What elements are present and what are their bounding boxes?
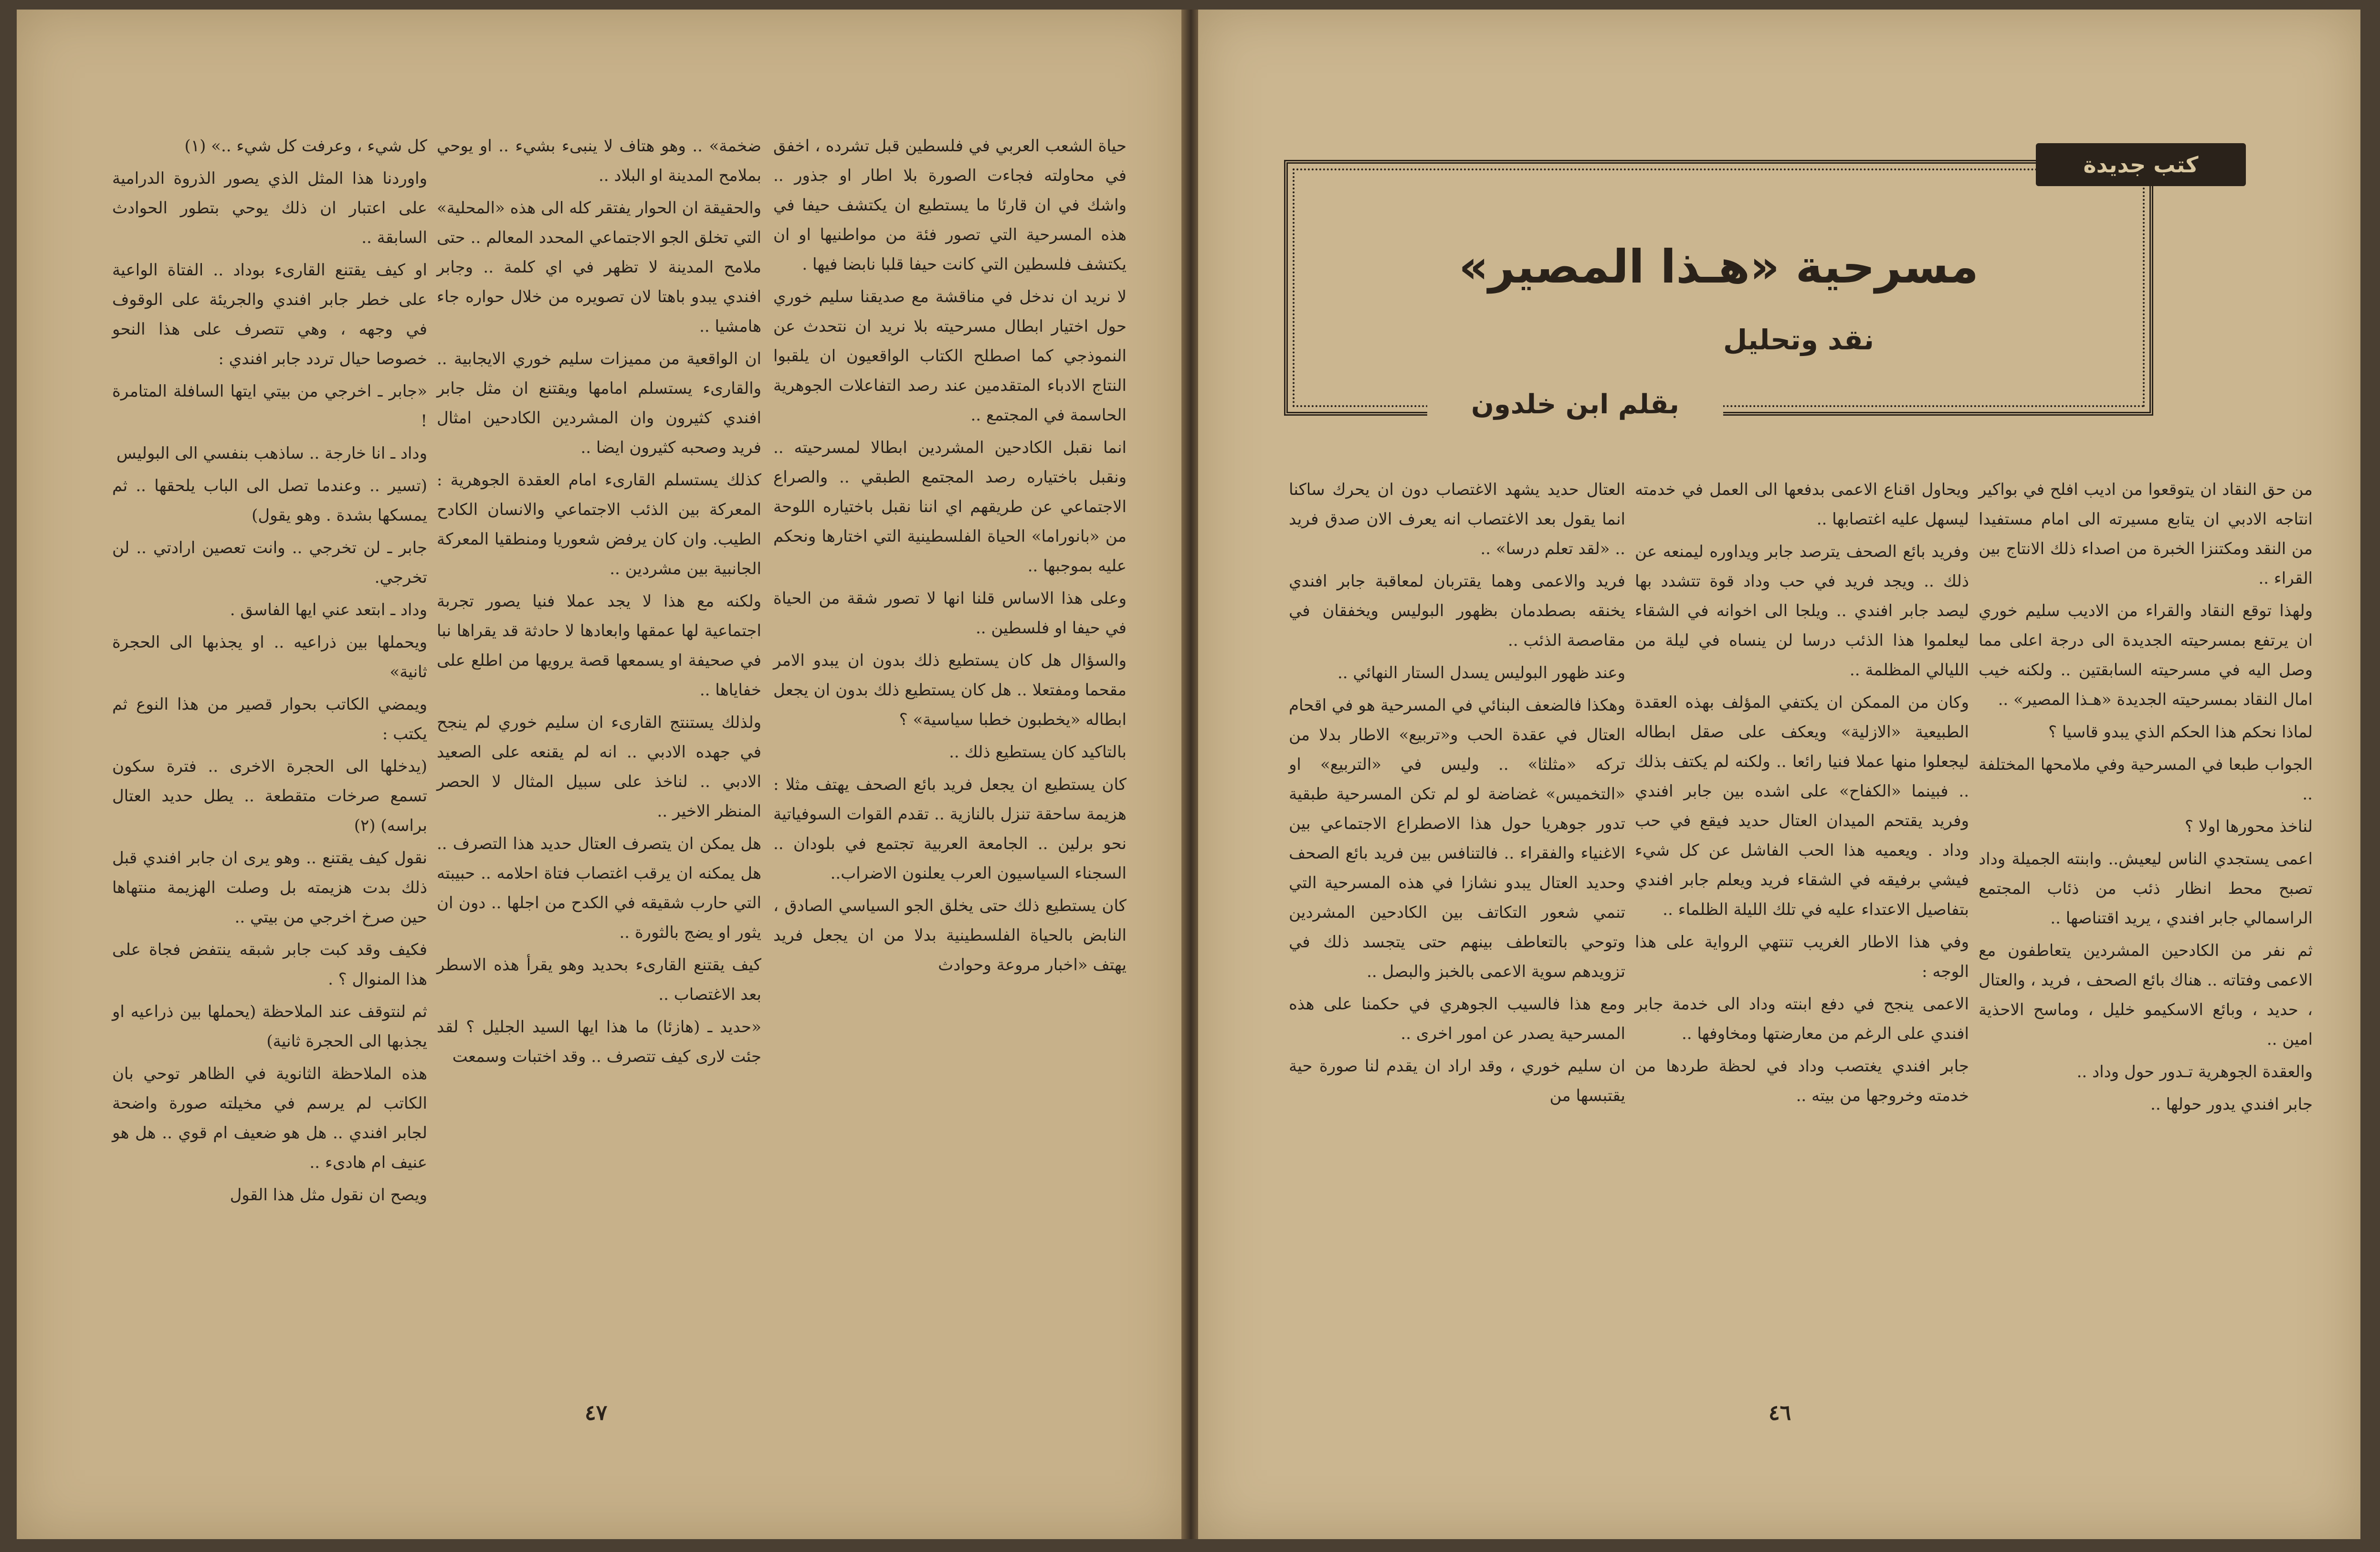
paragraph: ان سليم خوري ، وقد اراد ان يقدم لنا صورة حية يقتبسها من bbox=[1289, 1057, 1625, 1105]
paragraph: جابر افندي يدور حولها .. bbox=[2150, 1095, 2313, 1114]
paragraph: ثم نفر من الكادحين المشردين يتعاطفون مع الاعمى وفتاته .. هناك بائع الصحف ، فريد ، والعتال ، حديد ، وبائع الاسكيمو خليل ، وماسح الاحذية امين .. bbox=[1979, 941, 2313, 1049]
paragraph: ويحملها بين ذراعيه .. او يجذبها الى الحجرة ثانية» bbox=[112, 633, 427, 682]
paragraph: الجواب طبعا في المسرحية وفي ملامحها المختلفة .. bbox=[1979, 755, 2313, 804]
page-number: ٤٧ bbox=[585, 1401, 608, 1425]
paragraph: بالتاكيد كان يستطيع ذلك .. bbox=[949, 743, 1127, 762]
paragraph: هل يمكن ان يتصرف العتال حديد هذا التصرف .. هل يمكنه ان يرقب اغتصاب فتاة احلامه .. حبيبته التي حارب شقيقه في الكدح من اجلها .. دون ان يثور او يضج بالثورة .. bbox=[437, 834, 761, 942]
article-subtitle: نقد وتحليل bbox=[1723, 324, 1874, 356]
paragraph: وفريد بائع الصحف يترصد جابر ويداوره ليمنعه عن ذلك .. ويجد فريد في حب وداد قوة تتشدد بها ليصد جابر افندي .. ويلجا الى اخوانه في الشقاء ليعلموا هذا الذئب درسا لن ينساه في ليلة من الليالي المظلمة .. bbox=[1635, 542, 1969, 680]
paragraph: كان يستطيع ذلك حتى يخلق الجو السياسي الصادق ، النابض بالحياة الفلسطينية بدلا من ان يجعل فريد يهتف «اخبار مروعة وحوادث bbox=[773, 896, 1127, 975]
paragraph: لماذا نحكم هذا الحكم الذي يبدو قاسيا ؟ bbox=[2048, 723, 2313, 742]
paragraph: ان الواقعية من مميزات سليم خوري الايجابية .. والقارىء يستسلم امامها ويقتنع ان مثل جابر افندي كثيرون وان المشردين الكادحين امثال فريد وصحبه كثيرون ايضا .. bbox=[437, 349, 761, 457]
paragraph: والعقدة الجوهرية تـدور حول وداد .. bbox=[2076, 1062, 2313, 1081]
paragraph: ويحاول اقناع الاعمى بدفعها الى العمل في خدمته ليسهل عليه اغتصابها .. bbox=[1635, 480, 1969, 529]
paragraph: كل شيء ، وعرفت كل شيء ..» (١) bbox=[184, 136, 427, 156]
paragraph: وعند ظهور البوليس يسدل الستار النهائي .. bbox=[1337, 663, 1625, 682]
paragraph: والسؤال هل كان يستطيع ذلك بدون ان يبدو الامر مقحما ومفتعلا .. هل كان يستطيع ذلك بدون ان يجعل ابطاله «يخطبون خطبا سياسية» ؟ bbox=[773, 651, 1127, 729]
spine-gutter bbox=[1181, 10, 1201, 1539]
paragraph: واوردنا هذا المثل الذي يصور الذروة الدرامية على اعتبار ان ذلك يوحي بتطور الحوادث السابقة .. bbox=[112, 169, 427, 247]
paragraph: حياة الشعب العربي في فلسطين قبل تشرده ، اخفق في محاولته فجاءت الصورة بلا اطار او جذور .. واشك في ان قارئا ما يستطيع ان يكتشف حيفا في هذه المسرحية التي تصور فئة من مواطنيها او ان يكتشف فلسطين التي كانت حيفا قلبا نابضا فيها . bbox=[773, 136, 1127, 274]
paragraph: (يدخلها الى الحجرة الاخرى .. فترة سكون تسمع صرخات متقطعة .. يطل حديد العتال براسه) (٢) bbox=[112, 757, 427, 835]
paragraph: جابر افندي يغتصب وداد في لحظة طردها من خدمته وخروجها من بيته .. bbox=[1635, 1057, 1969, 1105]
paragraph: فكيف وقد كبت جابر شبقه ينتفض فجاة على هذا المنوال ؟ . bbox=[112, 940, 427, 989]
paragraph: هذه الملاحظة الثانوية في الظاهر توحي بان الكاتب لم يرسم في مخيلته صورة واضحة لجابر افندي .. هل هو ضعيف ام قوي .. هل هو عنيف ام هادىء .. bbox=[112, 1064, 427, 1172]
paragraph: وكان من الممكن ان يكتفي المؤلف بهذه العقدة الطبيعية «الازلية» ويعكف على صقل ابطاله ليجعلوا منها عملا فنيا رائعا .. ولكنه لم يكتف بذلك .. فبينما «الكفاح» على اشده بين جابر افندي وفريد يقتحم الميدان العتال حديد فيقع في حب وداد . ويعميه هذا الحب الفاشل عن كل شيء فيشي برفيقه في الشقاء فريد ويعلم جابر افندي بتفاصيل الاعتداء عليه في تلك الليلة الظلماء .. bbox=[1635, 693, 1969, 919]
paragraph: لا نريد ان ندخل في مناقشة مع صديقنا سليم خوري حول اختيار ابطال مسرحيته بلا نريد ان نتحدث عن النموذجي كما اصطلح الكتاب الواقعيون ان يلقبوا النتاج الادباء المتقدمين عند رصد التفاعلات الجوهرية الحاسمة في المجتمع .. bbox=[773, 287, 1127, 425]
paragraph: وداد ـ ابتعد عني ايها الفاسق . bbox=[230, 600, 427, 619]
left-page bbox=[17, 10, 1184, 1539]
paragraph: وداد ـ انا خارجة .. ساذهب بنفسي الى البوليس bbox=[116, 444, 427, 463]
paragraph: كيف يقتنع القارىء بحديد وهو يقرأ هذه الاسطر بعد الاغتصاب .. bbox=[437, 955, 761, 1004]
paragraph: اعمى يستجدي الناس ليعيش.. وابنته الجميلة وداد تصبح محط انظار ذئب من ذئاب المجتمع الراسمالي جابر افندي ، يريد اقتناصها .. bbox=[1979, 849, 2313, 928]
paragraph: الاعمى ينجح في دفع ابنته وداد الى خدمة جابر افندي على الرغم من معارضتها ومخاوفها .. bbox=[1635, 995, 1969, 1043]
article-title: مسرحية «هـذا المصير» bbox=[1459, 240, 1979, 294]
paragraph: او كيف يقتنع القارىء بوداد .. الفتاة الواعية على خطر جابر افندي والجريئة على الوقوف في وجهه ، وهي تتصرف على هذا النحو خصوصا حيال تردد جابر افندي : bbox=[112, 261, 427, 368]
paragraph: لناخذ محورها اولا ؟ bbox=[2185, 817, 2313, 836]
paragraph: جابر ـ لن تخرجي .. وانت تعصين ارادتي .. لن تخرجي. bbox=[112, 538, 427, 587]
section-tag bbox=[2036, 143, 2246, 186]
paragraph: فريد والاعمى وهما يقتربان لمعاقبة جابر افندي يخنقه بصطدمان بظهور البوليس ويخفقان في مقاصصة الذئب .. bbox=[1289, 572, 1625, 650]
paragraph: وهكذا فالضعف البنائي في المسرحية هو في اقحام العتال في عقدة الحب و«تربيع» الاطار بدلا من تركه «مثلثا» .. وليس في «التربيع» او «التخميس» غضاضة لو لم تكن المسرحية طبقية تدور جوهريا حول هذا الاصطراع الاجتماعي بين الاغنياء والفقراء .. فالتنافس بين فريد بائع الصحف وحديد العتال يبدو نشازا في هذه المسرحية التي تنمي شعور التكاتف بين الكادحين المشردين وتوحي بالتعاطف بينهم حتى يتجسد ذلك في تزويدهم سوية الاعمى بالخبز والبصل .. bbox=[1289, 696, 1625, 981]
paragraph: ومع هذا فالسيب الجوهري في حكمنا على هذه المسرحية يصدر عن امور اخرى .. bbox=[1289, 995, 1625, 1043]
right-page-column-3 bbox=[1289, 475, 1625, 1113]
paragraph: ولهذا توقع النقاد والقراء من الاديب سليم خوري ان يرتفع بمسرحيته الجديدة الى درجة اعلى مما وصل اليه في مسرحيته السابقتين .. ولكنه خيب امال النقاد بمسرحيته الجديدة «هـذا المصير» .. bbox=[1979, 601, 2313, 709]
paragraph: ولذلك يستنتج القارىء ان سليم خوري لم ينجح في جهده الادبي .. انه لم يقنعه على الصعيد الادبي .. لناخذ على سبيل المثال لا الحصر المنظر الاخير .. bbox=[437, 713, 761, 821]
paragraph: من حق النقاد ان يتوقعوا من اديب افلح في بواكير انتاجه الادبي ان يتابع مسيرته الى امام مستفيدا من النقد ومكتنزا الخبرة من اصداء ذلك الانتاج بين القراء .. bbox=[1979, 480, 2313, 588]
paragraph: انما نقبل الكادحين المشردين ابطالا لمسرحيته .. ونقبل باختياره رصد المجتمع الطبقي .. والصراع الاجتماعي عن طريقهم اي اننا نقبل باختياره اللوحة من «بانوراما» الحياة الفلسطينية التي اختارها ونحكم عليه بموجبها .. bbox=[773, 438, 1127, 576]
paragraph: ويصح ان نقول مثل هذا القول bbox=[230, 1185, 427, 1205]
left-page-column-1 bbox=[773, 131, 1127, 983]
paragraph: «جابر ـ اخرجي من بيتي ايتها السافلة المتامرة ! bbox=[112, 382, 427, 430]
paragraph: ضخمة» .. وهو هتاف لا ينبىء بشيء .. او يوحي بملامح المدينة او البلاد .. bbox=[437, 136, 761, 185]
paragraph: كذلك يستسلم القارىء امام العقدة الجوهرية : المعركة بين الذئب الاجتماعي والانسان الكادح الطيب. وان كان يرفض شعوريا ومنطقيا المعركة الجانبية بين مشردين .. bbox=[437, 471, 761, 578]
paragraph: ويمضي الكاتب بحوار قصير من هذا النوع ثم يكتب : bbox=[112, 695, 427, 744]
page-number: ٤٦ bbox=[1769, 1401, 1791, 1425]
paragraph: وعلى هذا الاساس قلنا انها لا تصور شقة من الحياة في حيفا او فلسطين .. bbox=[773, 589, 1127, 638]
title-frame bbox=[1284, 160, 2153, 416]
right-page-column-1 bbox=[1979, 475, 2313, 1122]
paragraph: «حديد ـ (هازئا) ما هذا ايها السيد الجليل ؟ لقد جئت لارى كيف تتصرف .. وقد اختبات وسمعت bbox=[437, 1017, 761, 1066]
author-byline: بقلم ابن خلدون bbox=[1427, 389, 1723, 432]
paragraph: كان يستطيع ان يجعل فريد بائع الصحف يهتف مثلا : هزيمة ساحقة تنزل بالنازية .. تقدم القوات السوفياتية نحو برلين .. الجامعة العربية تجتمع في بلودان .. السجناء السياسيون العرب يعلنون الاضراب.. bbox=[773, 775, 1127, 883]
paragraph: ولكنه مع هذا لا يجد عملا فنيا يصور تجربة اجتماعية لها عمقها وابعادها لا حادثة قد يقراها نبا في صحيفة او يسمعها قصة يرويها من اطلع على خفاياها .. bbox=[437, 592, 761, 700]
paragraph: نقول كيف يقتنع .. وهو يرى ان جابر افندي قبل ذلك بدت هزيمته بل وصلت الهزيمة منتهاها حين صرخ اخرجي من بيتي .. bbox=[112, 849, 427, 927]
paragraph: العتال حديد يشهد الاغتصاب دون ان يحرك ساكنا انما يقول بعد الاغتصاب انه يعرف الان صدق فريد .. «لقد تعلم درسا» .. bbox=[1289, 480, 1625, 558]
paragraph: ثم لنتوقف عند الملاحظة (يحملها بين ذراعيه او يجذبها الى الحجرة ثانية) bbox=[112, 1002, 427, 1051]
left-page-column-3 bbox=[112, 131, 427, 1213]
paragraph: وفي هذا الاطار الغريب تنتهي الرواية على هذا الوجه : bbox=[1635, 933, 1969, 981]
right-page-column-2 bbox=[1635, 475, 1969, 1113]
left-page-column-2 bbox=[437, 131, 761, 1074]
section-tag-label: كتب جديدة bbox=[2083, 152, 2199, 178]
paragraph: والحقيقة ان الحوار يفتقر كله الى هذه «المحلية» التي تخلق الجو الاجتماعي المحدد المعالم .. حتى ملامح المدينة لا تظهر في اي كلمة .. وجابر افندي يبدو باهتا لان تصويره من خلال حواره جاء هامشيا .. bbox=[437, 199, 761, 336]
paragraph: (تسير .. وعندما تصل الى الباب يلحقها .. ثم يمسكها بشدة . وهو يقول) bbox=[112, 476, 427, 525]
